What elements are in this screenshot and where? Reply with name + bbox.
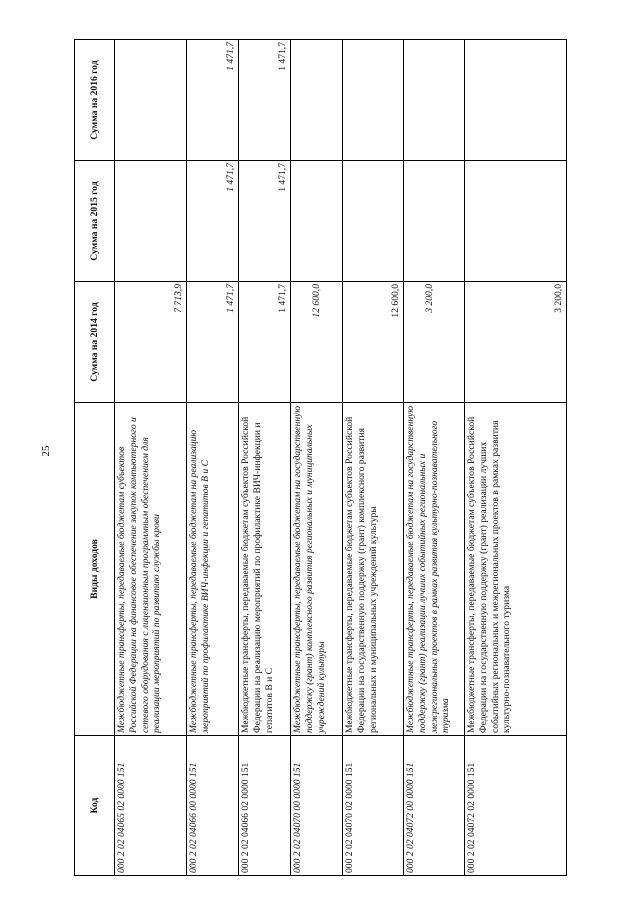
row-sum-2014: 12 600,0 (291, 282, 343, 403)
table-row (239, 40, 291, 876)
table-row (115, 40, 187, 876)
row-sum-2016 (343, 40, 404, 161)
row-code: 000 2 02 04072 00 0000 151 (404, 736, 465, 876)
row-code: 000 2 02 04070 00 0000 151 (291, 736, 343, 876)
row-description: Межбюджетные трансферты, передаваемые бюджетам на государственную поддержку (грант) комплексного развития региональных и муниципальных учреждений культуры (291, 403, 343, 736)
row-sum-2016 (115, 40, 187, 161)
header-sum-2015: Сумма на 2015 год (75, 161, 115, 282)
row-sum-2014: 7 713,9 (115, 282, 187, 403)
row-sum-2014: 3 200,0 (465, 282, 567, 403)
row-sum-2015: 1 471,7 (239, 161, 291, 282)
row-code: 000 2 02 04065 02 0000 151 (115, 736, 187, 876)
row-description: Межбюджетные трансферты, передаваемые бюджетам субъектов Российской Федерации на финансовое обеспечение закупок компьютерного и сетевого оборудования с лицензионным программным обеспечением для реализации мероприятий по развитию службы крови (115, 403, 187, 736)
header-sum-2014: Сумма на 2014 год (75, 282, 115, 403)
row-description: Межбюджетные трансферты, передаваемые бюджетам субъектов Российской Федерации на государственную поддержку (грант) комплексного развития региональных и муниципальных учреждений культуры (343, 403, 404, 736)
table-header-row (75, 40, 115, 876)
table-row (465, 40, 567, 876)
table-row (291, 40, 343, 876)
row-sum-2016: 1 471,7 (239, 40, 291, 161)
table-row (343, 40, 404, 876)
row-sum-2015 (465, 161, 567, 282)
page-number: 25 (40, 445, 52, 457)
row-sum-2016 (465, 40, 567, 161)
header-code: Код (75, 736, 115, 876)
row-sum-2015 (115, 161, 187, 282)
row-sum-2016 (291, 40, 343, 161)
table-row (187, 40, 239, 876)
row-description: Межбюджетные трансферты, передаваемые бюджетам субъектов Российской Федерации на реализацию мероприятий по профилактике ВИЧ-инфекции и гепатитов В и С (239, 403, 291, 736)
row-sum-2016: 1 471,7 (187, 40, 239, 161)
row-code: 000 2 02 04072 02 0000 151 (465, 736, 567, 876)
row-sum-2015 (343, 161, 404, 282)
row-sum-2014: 12 600,0 (343, 282, 404, 403)
row-sum-2014: 1 471,7 (239, 282, 291, 403)
table-row (404, 40, 465, 876)
row-sum-2014: 1 471,7 (187, 282, 239, 403)
row-sum-2015 (291, 161, 343, 282)
row-sum-2015: 1 471,7 (187, 161, 239, 282)
revenue-table (74, 39, 567, 876)
row-sum-2015 (404, 161, 465, 282)
row-code: 000 2 02 04066 00 0000 151 (187, 736, 239, 876)
row-description: Межбюджетные трансферты, передаваемые бюджетам на реализацию мероприятий по профилактике ВИЧ-инфекции и гепатитов В и С (187, 403, 239, 736)
row-sum-2014: 3 200,0 (404, 282, 465, 403)
row-sum-2016 (404, 40, 465, 161)
rotated-table-container (74, 40, 566, 876)
row-code: 000 2 02 04066 02 0000 151 (239, 736, 291, 876)
row-code: 000 2 02 04070 02 0000 151 (343, 736, 404, 876)
header-sum-2016: Сумма на 2016 год (75, 40, 115, 161)
header-description: Виды доходов (75, 403, 115, 736)
row-description: Межбюджетные трансферты, передаваемые бюджетам на государственную поддержку (грант) реализации лучших событийных региональных и межрегиональных проектов в рамках развития культурно-познавательного туризма (404, 403, 465, 736)
row-description: Межбюджетные трансферты, передаваемые бюджетам субъектов Российской Федерации на государственную поддержку (грант) реализации лучших событийных региональных и межрегиональных проектов в рамках развития культурно-познавательного туризма (465, 403, 567, 736)
